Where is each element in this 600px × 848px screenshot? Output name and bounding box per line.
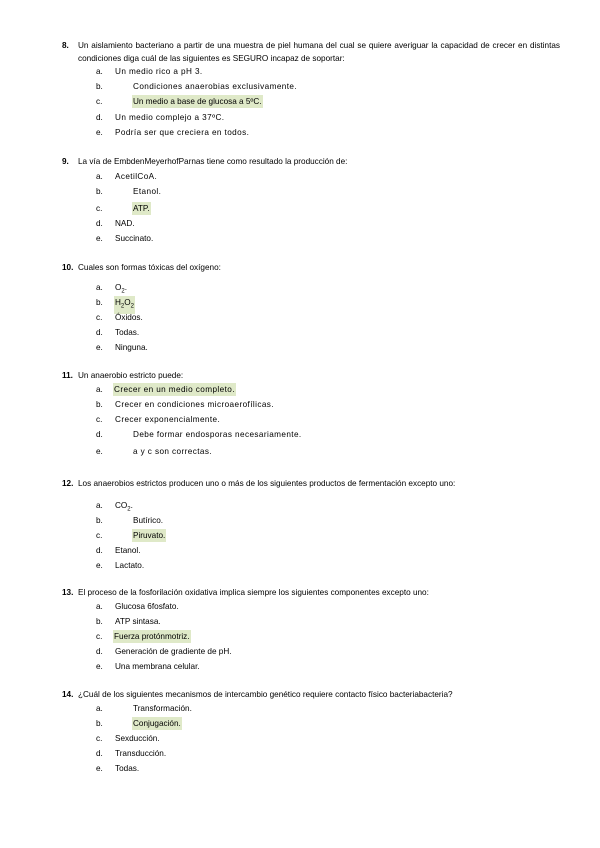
option-letter: e. <box>96 447 103 456</box>
option-letter: c. <box>96 415 103 424</box>
option-text-highlighted: Fuerza protónmotriz. <box>114 632 190 641</box>
option-c <box>0 529 600 544</box>
option-letter: e. <box>96 128 103 137</box>
option-text: Sexducción. <box>115 734 160 743</box>
question-14 <box>0 688 600 777</box>
option-letter: d. <box>96 647 103 656</box>
question-text: Un anaerobio estricto puede: <box>78 371 184 380</box>
question-text: Un aislamiento bacteriano a partir de una muestra de piel humana del cual se quiere averiguar la capacidad de crecer en distintas condiciones diga cuál de las siguientes es SEGURO incapaz de soportar: <box>78 41 560 63</box>
option-letter: c. <box>96 204 103 213</box>
question-13 <box>0 586 600 675</box>
question-12 <box>0 477 600 574</box>
option-text-highlighted: Un medio a base de glucosa a 5ºC. <box>133 97 262 106</box>
option-letter: d. <box>96 113 103 122</box>
option-letter: d. <box>96 749 103 758</box>
option-a <box>0 281 600 296</box>
option-text: Etanol. <box>115 546 141 555</box>
option-text: Un medio rico a pH 3. <box>115 67 203 76</box>
option-e <box>0 660 600 675</box>
option-letter: c. <box>96 313 103 322</box>
option-text: AcetilCoA. <box>115 172 158 181</box>
option-text: Generación de gradiente de pH. <box>115 647 232 656</box>
question-11 <box>0 369 600 460</box>
option-letter: d. <box>96 219 103 228</box>
option-a <box>0 499 600 514</box>
question-number: 13. <box>62 588 74 597</box>
option-text: Crecer en condiciones microaerofílicas. <box>115 400 274 409</box>
option-d <box>0 326 600 341</box>
option-text: $O_2$. <box>115 283 127 295</box>
question-number: 10. <box>62 263 74 272</box>
option-text: ATP sintasa. <box>115 617 161 626</box>
option-text: Butírico. <box>133 516 164 525</box>
option-letter: c. <box>96 632 103 641</box>
option-e <box>0 559 600 574</box>
option-e <box>0 341 600 356</box>
option-c <box>0 732 600 747</box>
option-d <box>0 217 600 232</box>
question-text: ¿Cuál de los siguientes mecanismos de intercambio genético requiere contacto físico bacteriabacteria? <box>78 690 453 699</box>
option-text: Todas. <box>115 328 140 337</box>
question-text: La vía de EmbdenMeyerhofParnas tiene como resultado la producción de: <box>78 157 348 166</box>
option-letter: b. <box>96 617 103 626</box>
option-letter: a. <box>96 501 103 510</box>
question-10 <box>0 261 600 356</box>
option-a <box>0 702 600 717</box>
question-text: Cuales son formas tóxicas del oxígeno: <box>78 263 221 272</box>
option-letter: b. <box>96 187 103 196</box>
option-letter: e. <box>96 234 103 243</box>
option-text-highlighted: Piruvato. <box>133 531 166 540</box>
option-text: Ninguna. <box>115 343 148 352</box>
option-letter: c. <box>96 734 103 743</box>
option-letter: c. <box>96 97 103 106</box>
option-text-highlighted: ATP. <box>133 204 150 213</box>
option-a <box>0 383 600 398</box>
option-text: Óxidos. <box>115 313 143 322</box>
option-letter: d. <box>96 546 103 555</box>
option-text: Transformación. <box>133 704 192 713</box>
option-a <box>0 170 600 185</box>
option-b <box>0 717 600 732</box>
option-letter: b. <box>96 298 103 307</box>
option-letter: e. <box>96 343 103 352</box>
option-d <box>0 111 600 126</box>
question-number: 11. <box>62 371 73 380</box>
option-a <box>0 600 600 615</box>
option-c <box>0 95 600 111</box>
question-number: 12. <box>62 479 74 488</box>
option-b <box>0 296 600 311</box>
question-text: El proceso de la fosforilación oxidativa implica siempre los siguientes componentes excepto uno: <box>78 588 429 597</box>
option-letter: a. <box>96 172 103 181</box>
option-text: a y c son correctas. <box>133 447 212 456</box>
option-text: Lactato. <box>115 561 145 570</box>
option-e <box>0 445 600 460</box>
option-e <box>0 232 600 247</box>
option-letter: b. <box>96 82 103 91</box>
option-text-highlighted: $H_2O_2$ <box>114 296 135 314</box>
option-a <box>0 65 600 80</box>
option-letter: d. <box>96 430 103 439</box>
option-b <box>0 398 600 413</box>
option-text: Todas. <box>115 764 140 773</box>
option-letter: a. <box>96 704 103 713</box>
option-text: Debe formar endosporas necesariamente. <box>133 430 302 439</box>
question-number: 8. <box>62 41 69 50</box>
option-b <box>0 615 600 630</box>
option-text: Un medio complejo a 37ºC. <box>115 113 225 122</box>
option-letter: a. <box>96 385 103 394</box>
option-text: Succinato. <box>115 234 154 243</box>
option-c <box>0 311 600 326</box>
option-b <box>0 185 600 202</box>
option-e <box>0 762 600 777</box>
question-number: 14. <box>62 690 74 699</box>
option-text: Una membrana celular. <box>115 662 200 671</box>
option-text-highlighted: Crecer en un medio completo. <box>114 385 235 394</box>
option-c <box>0 413 600 428</box>
option-letter: a. <box>96 602 103 611</box>
option-text: Crecer exponencialmente. <box>115 415 221 424</box>
option-letter: a. <box>96 283 103 292</box>
option-e <box>0 126 600 141</box>
option-d <box>0 428 600 445</box>
option-text: Podría ser que creciera en todos. <box>115 128 250 137</box>
option-b <box>0 80 600 95</box>
option-b <box>0 514 600 529</box>
option-text: NAD. <box>115 219 135 228</box>
option-text: Glucosa 6fosfato. <box>115 602 179 611</box>
option-letter: e. <box>96 662 103 671</box>
option-letter: c. <box>96 531 103 540</box>
option-letter: a. <box>96 67 103 76</box>
option-letter: b. <box>96 400 103 409</box>
option-text-highlighted: Conjugación. <box>133 719 181 728</box>
option-letter: b. <box>96 719 103 728</box>
option-letter: e. <box>96 561 103 570</box>
option-d <box>0 544 600 559</box>
question-text: Los anaerobios estrictos producen uno o más de los siguientes productos de fermentación excepto uno: <box>78 479 456 488</box>
option-text: $CO_2$. <box>115 501 133 513</box>
option-text: Etanol. <box>133 187 162 196</box>
option-c <box>0 630 600 645</box>
option-text: Transducción. <box>115 749 167 758</box>
option-letter: e. <box>96 764 103 773</box>
option-letter: d. <box>96 328 103 337</box>
option-d <box>0 645 600 660</box>
option-d <box>0 747 600 762</box>
option-c <box>0 202 600 217</box>
question-number: 9. <box>62 157 69 166</box>
question-9 <box>0 155 600 247</box>
option-text: Condiciones anaerobias exclusivamente. <box>133 82 298 91</box>
question-8 <box>0 39 600 141</box>
option-letter: b. <box>96 516 103 525</box>
